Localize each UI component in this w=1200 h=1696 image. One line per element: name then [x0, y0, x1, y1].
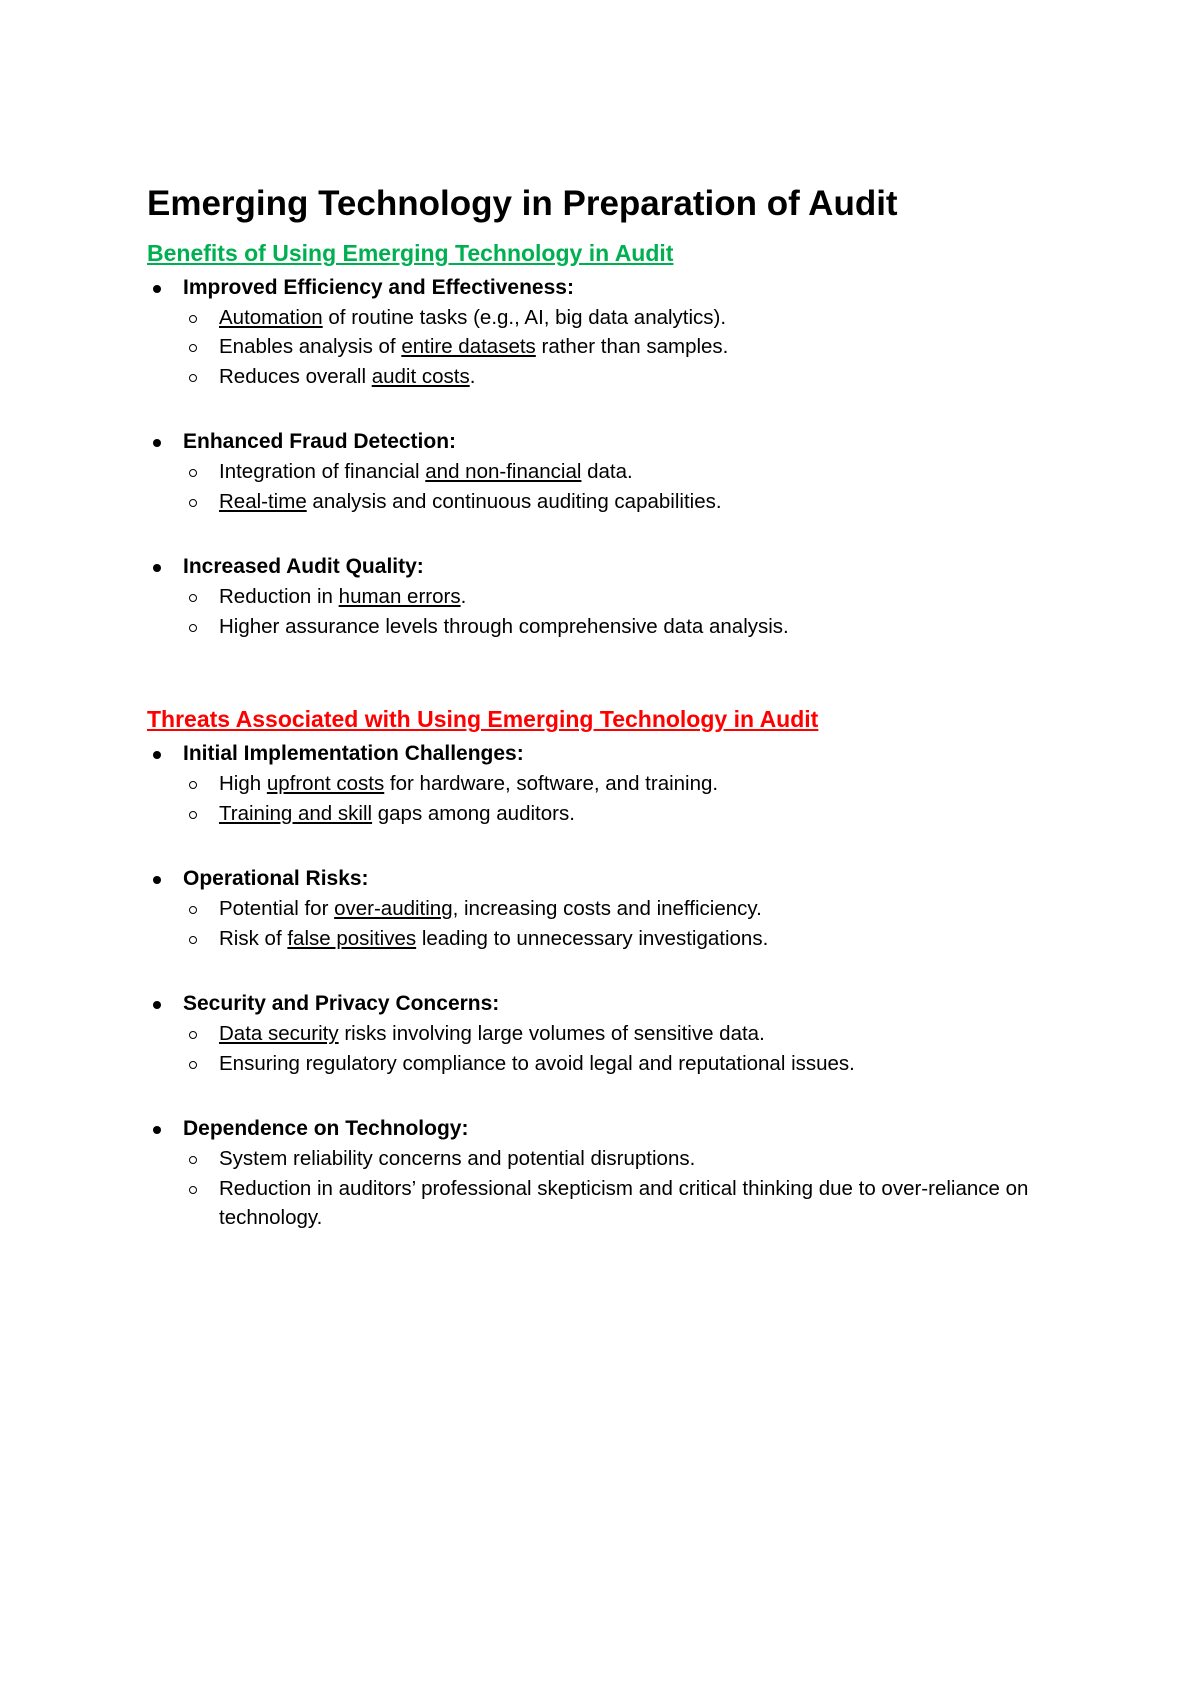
sub-list [183, 769, 1047, 828]
sub-list-item [183, 924, 1047, 954]
underlined-text: Training and skill [219, 801, 373, 825]
threats-section [147, 705, 1047, 1232]
text-run: of routine tasks (e.g., AI, big data analytics). [322, 305, 727, 329]
circle-bullet-icon [189, 624, 197, 632]
bullet-dot-icon [153, 1126, 161, 1134]
list-item [147, 1114, 1047, 1233]
sub-list [183, 1019, 1047, 1078]
sub-list-item [183, 457, 1047, 487]
list-item-title: Dependence on Technology: [183, 1117, 469, 1141]
circle-bullet-icon [189, 906, 197, 914]
list-item-title: Improved Efficiency and Effectiveness: [183, 275, 574, 299]
list-item [147, 989, 1047, 1078]
document-body [147, 183, 1047, 1291]
sections-container [147, 239, 1047, 1233]
circle-bullet-icon [189, 469, 197, 477]
circle-bullet-icon [189, 1156, 197, 1164]
text-run: rather than samples. [535, 335, 729, 359]
underlined-text: entire datasets [401, 335, 536, 359]
text-run: Integration of financial [219, 460, 426, 484]
sub-list-item [183, 1144, 1047, 1174]
underlined-text: false positives [287, 926, 417, 950]
sub-list-item [183, 1049, 1047, 1079]
list-item [147, 739, 1047, 828]
circle-bullet-icon [189, 499, 197, 507]
circle-bullet-icon [189, 315, 197, 323]
list-item-title: Enhanced Fraud Detection: [183, 430, 457, 454]
underlined-text: Data security [219, 1022, 339, 1046]
circle-bullet-icon [189, 1186, 197, 1194]
underlined-text: Real-time [219, 489, 307, 513]
text-run: risks involving large volumes of sensitive data. [338, 1022, 765, 1046]
text-run: for hardware, software, and training. [384, 772, 719, 796]
sub-list [183, 894, 1047, 953]
sub-list [183, 582, 1047, 641]
list-item-title: Security and Privacy Concerns: [183, 992, 500, 1016]
list-item [147, 427, 1047, 516]
document-title: Emerging Technology in Preparation of Audit [147, 184, 898, 223]
bullet-dot-icon [153, 564, 161, 572]
underlined-text: Automation [219, 305, 323, 329]
circle-bullet-icon [189, 594, 197, 602]
text-run: Ensuring regulatory compliance to avoid legal and reputational issues. [219, 1051, 855, 1075]
sub-list-item [183, 799, 1047, 829]
sub-list-item [183, 362, 1047, 392]
underlined-text: upfront costs [266, 772, 385, 796]
sub-list-item [183, 303, 1047, 333]
circle-bullet-icon [189, 344, 197, 352]
text-run: Enables analysis of [219, 335, 402, 359]
circle-bullet-icon [189, 1061, 197, 1069]
underlined-text: human errors [338, 585, 461, 609]
text-run: Potential for [219, 897, 335, 921]
circle-bullet-icon [189, 374, 197, 382]
bullet-dot-icon [153, 285, 161, 293]
sub-list-item [183, 769, 1047, 799]
list-item-title: Increased Audit Quality: [183, 555, 424, 579]
circle-bullet-icon [189, 811, 197, 819]
list-item [147, 273, 1047, 392]
bullet-list [147, 273, 1047, 642]
bullet-dot-icon [153, 751, 161, 759]
circle-bullet-icon [189, 781, 197, 789]
circle-bullet-icon [189, 1031, 197, 1039]
benefits-section [147, 239, 1047, 641]
circle-bullet-icon [189, 936, 197, 944]
text-run: System reliability concerns and potential disruptions. [219, 1147, 696, 1171]
sub-list-item [183, 332, 1047, 362]
text-run: Higher assurance levels through comprehensive data analysis. [219, 614, 789, 638]
text-run: gaps among auditors. [372, 801, 575, 825]
sub-list-item [183, 894, 1047, 924]
text-run: High [219, 772, 267, 796]
list-item [147, 552, 1047, 641]
text-run: Reduces overall [219, 364, 372, 388]
bullet-dot-icon [153, 876, 161, 884]
text-run: Reduction in [219, 585, 339, 609]
list-item-title: Operational Risks: [183, 867, 369, 891]
underlined-text: over-auditing [334, 897, 453, 921]
bullet-dot-icon [153, 439, 161, 447]
sub-list-item [183, 582, 1047, 612]
text-run: data. [581, 460, 633, 484]
text-run: . [469, 364, 476, 388]
sub-list [183, 303, 1047, 392]
list-item-title: Initial Implementation Challenges: [183, 742, 524, 766]
text-run: leading to unnecessary investigations. [416, 926, 769, 950]
text-run: Reduction in auditors’ professional skepticism and critical thinking due to over-reliance on technology. [219, 1176, 1029, 1230]
sub-list-item [183, 1174, 1047, 1233]
list-item [147, 864, 1047, 953]
section-heading: Threats Associated with Using Emerging Technology in Audit [147, 706, 819, 733]
text-run: analysis and continuous auditing capabilities. [306, 489, 722, 513]
sub-list [183, 1144, 1047, 1233]
text-run: , increasing costs and inefficiency. [452, 897, 762, 921]
bullet-dot-icon [153, 1001, 161, 1009]
sub-list-item [183, 1019, 1047, 1049]
sub-list-item [183, 487, 1047, 517]
text-run: Risk of [219, 926, 288, 950]
underlined-text: and non-financial [425, 460, 582, 484]
sub-list [183, 457, 1047, 516]
text-run: . [460, 585, 467, 609]
bullet-list [147, 739, 1047, 1233]
underlined-text: audit costs [371, 364, 470, 388]
sub-list-item [183, 612, 1047, 642]
section-heading: Benefits of Using Emerging Technology in Audit [147, 240, 674, 266]
